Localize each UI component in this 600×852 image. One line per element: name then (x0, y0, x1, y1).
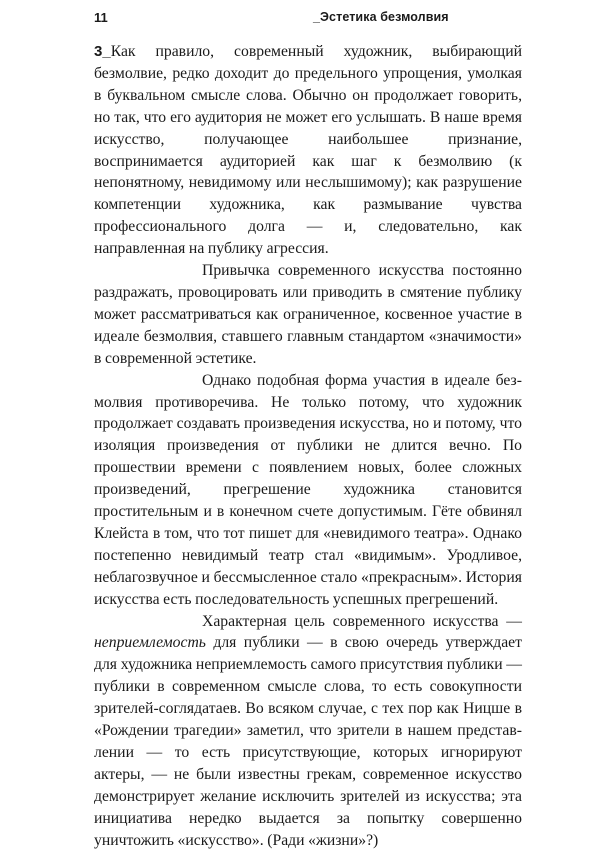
paragraph-3-text: Однако подобная форма участия в идеале безмолвия противоречива. Не только потому, что художник продолжает создавать произведения искусства, но и потому, что изоляция произведения от публики не длится вечно. По прошествии времени с появлением новых, более сложных произведений, прегрешение художника становится простительным и в конечном счете допустимым. Гёте обвинял Клейста в том, что тот пишет для «невидимого театра». Однако постепенно невидимый театр стал «видимым». Уродливое, неблагозвучное и бессмысленное стало «прекрасным». История искусства есть последовательность успешных прегрешений. (94, 371, 522, 608)
paragraph-2-text: Привычка современного искусства постоянно раздражать, провоцировать или приводить в смятение публику может рассматриваться как ограниченное, косвенное участие в идеале безмолвия, ставшего главным стандартом «значимости» в современной эстетике. (94, 262, 522, 367)
paragraph-1 (94, 41, 522, 260)
paragraph-4 (94, 611, 522, 852)
paragraph-4-text-a: Характерная цель современного искусства — (202, 612, 522, 630)
running-head: _Эстетика безмолвия (313, 10, 449, 24)
page-number: 11 (94, 10, 108, 25)
paragraph-3 (94, 370, 522, 611)
body-text (94, 41, 522, 852)
paragraph-4-emphasis: неприемлемость (94, 634, 206, 652)
paragraph-1-text: Как правило, современный художник, выбирающий безмолвие, редко доходит до предельного упрощения, умолкая в буквальном смысле слова. Обычно он продолжает говорить, но так, что его аудитория не может его услышать. В наше время искусство, получающее наибольшее признание, воспринимается аудиторией как шаг к безмолвию (к непонятному, невидимому или неслышимому); как разрушение компетенции художника, как размывание чувства профессионального долга — и, следовательно, как направленная на публику агрессия. (94, 43, 522, 258)
paragraph-2 (94, 260, 522, 370)
section-marker: 3_ (94, 43, 111, 60)
paragraph-4-text-b: для публики — в свою очередь утверждает для художника неприемлемость самого присутствия публики — публики в современном смысле слова, то есть совокупности зрителей-соглядатаев. Во всяком случае, с тех пор как Ницше в «Рождении трагедии» заметил, что зрители в нашем представлении — то есть присутствующие, которых игнорируют актеры, — не были известны грекам, современное искусство демонстрирует желание исключить зрителей из искусства; эта инициатива нередко выдается за попытку совершенно уничтожить «искусство». (Ради «жизни»?) (94, 634, 522, 849)
